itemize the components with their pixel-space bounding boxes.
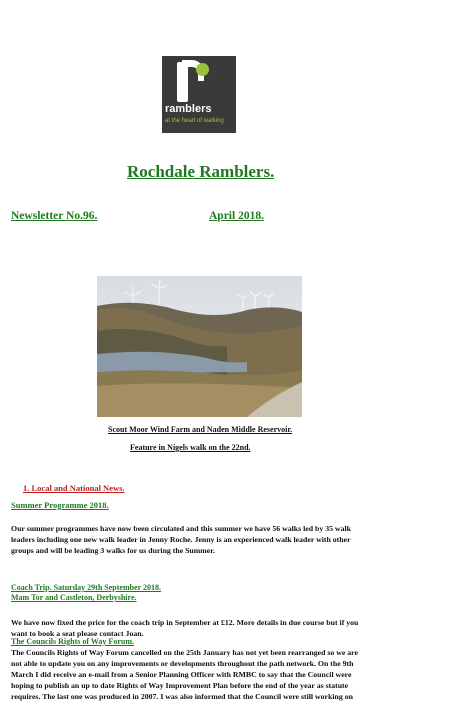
coach-trip-text [11, 617, 461, 639]
ramblers-logo [162, 56, 236, 133]
forum-line-3: March I did receive an e-mail from a Senior Planning Officer with RMBC to say that the Council were [11, 670, 352, 679]
summer-line-1: Our summer programmes have now been circulated and this summer we have 56 walks led by 35 walk [11, 524, 351, 533]
summer-programme-heading: Summer Programme 2018. [11, 500, 109, 510]
newsletter-number: Newsletter No.96. [11, 210, 98, 222]
rights-of-way-forum-heading: The Councils Rights of Way Forum. [11, 637, 134, 646]
summer-line-3: groups and will be leading 3 walks for us during the Summer. [11, 546, 215, 555]
section-heading-local-news: 1. Local and National News. [23, 483, 125, 493]
summer-programme-text [11, 523, 461, 556]
logo-word: ramblers [165, 103, 212, 115]
coach-line-2: want to book a seat please contact Joan. [11, 629, 144, 638]
forum-line-1: The Councils Rights of Way Forum cancelled on the 25th January has not yet been rearranged so we are [11, 648, 358, 657]
photo-subcaption: Feature in Nigels walk on the 22nd. [130, 443, 251, 452]
reservoir-photo [97, 276, 302, 417]
forum-line-4: hoping to publish an up to date Rights of Way Improvement Plan before the end of the year as statute [11, 681, 349, 690]
logo-tagline: at the heart of walking [165, 118, 224, 124]
summer-line-2: leaders including one new walk leader in Jenny Roche. Jenny is an experienced walk leader with other [11, 535, 351, 544]
rights-of-way-forum-text [11, 647, 461, 702]
coach-line-1: We have now fixed the price for the coach trip in September at £12. More details in due course but if you [11, 618, 359, 627]
logo-dot [196, 63, 209, 76]
forum-line-2: not able to update you on any improvements or developments throughout the path network. On the 9th [11, 659, 354, 668]
coach-trip-subheading: Mam Tor and Castleton, Derbyshire. [11, 593, 137, 602]
newsletter-date: April 2018. [209, 210, 264, 222]
forum-line-5: requires. The last one was produced in 2007. I was also informed that the Council were still working on [11, 692, 353, 701]
page-title: Rochdale Ramblers. [127, 162, 275, 181]
coach-trip-heading: Coach Trip. Saturday 29th September 2018. [11, 583, 162, 592]
photo-caption: Scout Moor Wind Farm and Naden Middle Reservoir. [108, 425, 293, 434]
